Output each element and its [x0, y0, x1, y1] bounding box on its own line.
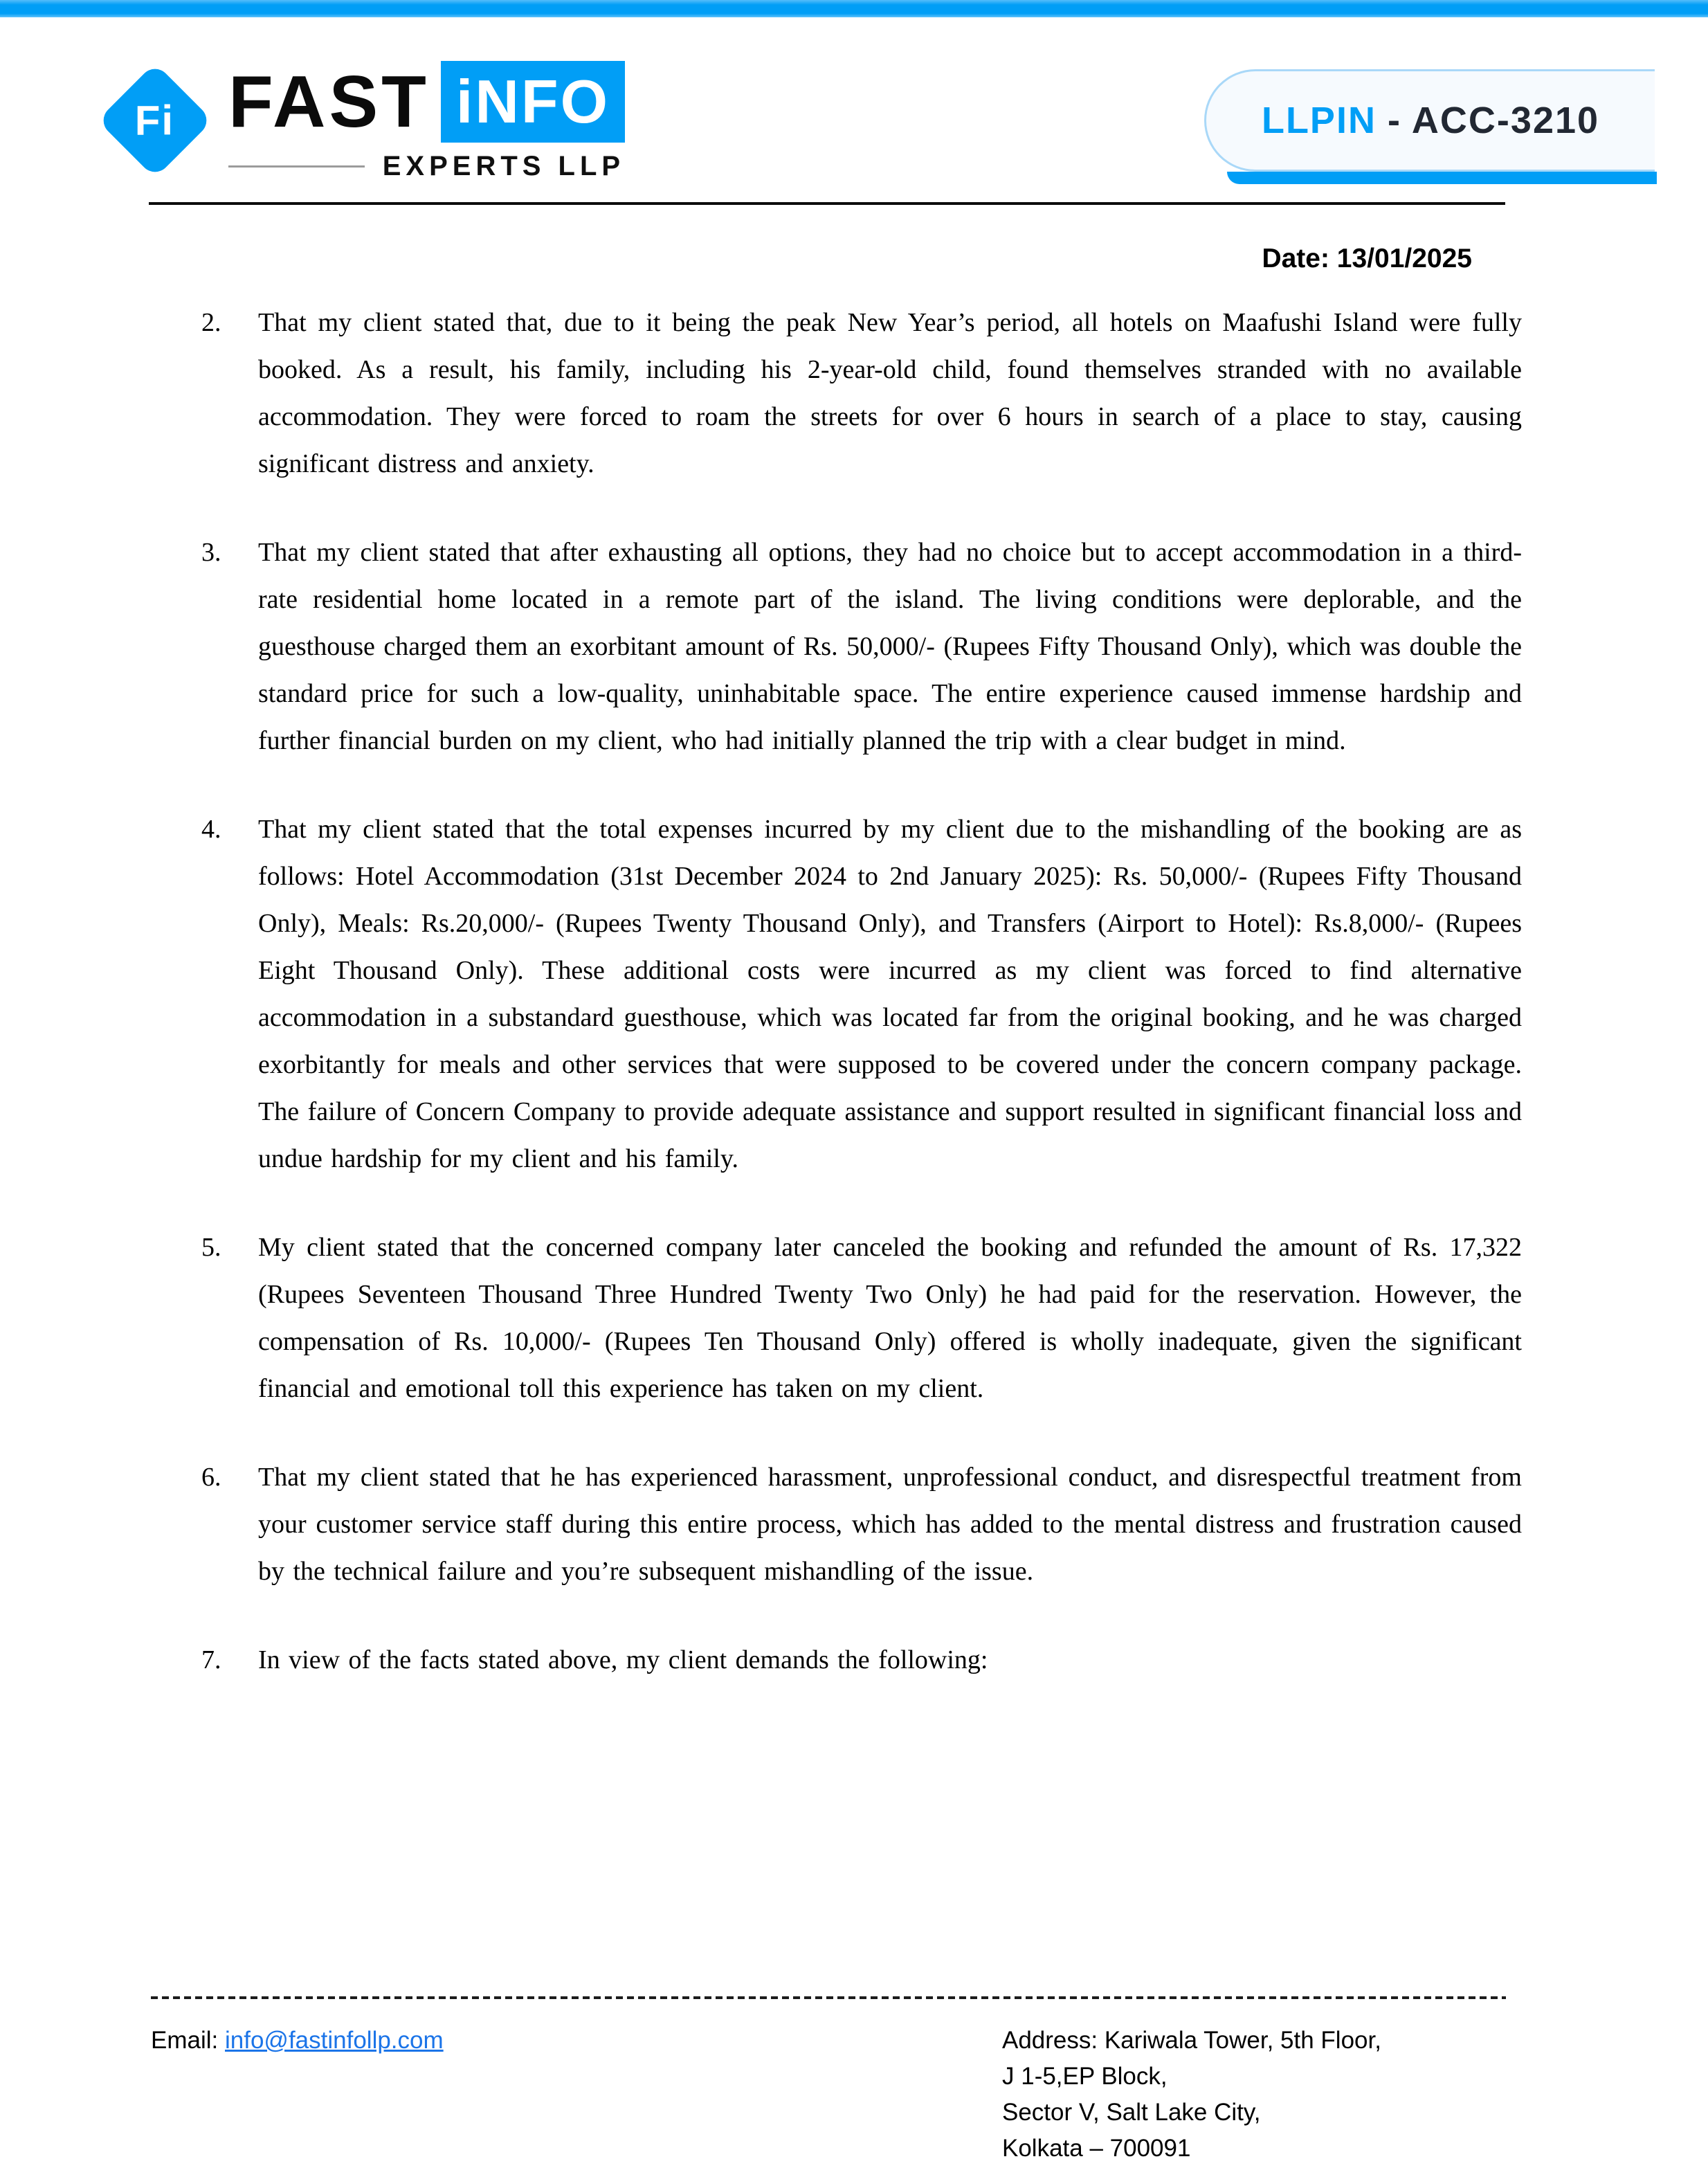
- brand-text-info: iNFO: [455, 67, 610, 136]
- llpin-value: - ACC-3210: [1387, 100, 1600, 141]
- list-number: 7.: [201, 1645, 221, 1674]
- header-rule: [149, 202, 1505, 205]
- llpin-badge: [1204, 69, 1655, 172]
- list-item: [201, 1454, 1522, 1595]
- list-item: [201, 1636, 1522, 1683]
- brand-text-info-box: [441, 61, 625, 143]
- list-text: That my client stated that after exhausting all options, they had no choice but to accept accommodation in a third-rate residential home located in a remote part of the island. The living conditions were deplorable, and the guesthouse charged them an exorbitant amount of Rs. 50,000/- (Rupees Fifty Thousand Only), which was double the standard price for such a low-quality, uninhabitable space. The entire experience caused immense hardship and further financial burden on my client, who had initially planned the trip with a clear budget in mind.: [258, 538, 1522, 755]
- date-line: Date: 13/01/2025: [1262, 244, 1472, 273]
- list-number: 2.: [201, 308, 221, 337]
- list-number: 3.: [201, 538, 221, 567]
- email-link[interactable]: info@fastinfollp.com: [224, 2027, 444, 2054]
- email-label: Email:: [151, 2027, 219, 2054]
- top-accent-bar: [0, 0, 1708, 17]
- list-item: [201, 529, 1522, 764]
- address-line: [1002, 2023, 1381, 2059]
- list-item: [201, 299, 1522, 487]
- notice-body: [201, 299, 1522, 1683]
- address-value: Kariwala Tower, 5th Floor,: [1104, 2027, 1381, 2054]
- logo-diamond-icon: [96, 61, 215, 180]
- brand-text-fast: FAST: [228, 61, 430, 143]
- list-item: [201, 1224, 1522, 1412]
- list-text: That my client stated that the total expenses incurred by my client due to the mishandling of the booking are as follows: Hotel Accommodation (31st December 2024 to 2nd January 2025): Rs. 50,000/- (Rupees Fifty Thousand Only), Meals: Rs.20,000/- (Rupees Twenty Thousand Only), and Transfers (Airport to Hotel): Rs.8,000/- (Rupees Eight Thousand Only). These additional costs were incurred as my client was forced to find alternative accommodation in a substandard guesthouse, which was located far from the original booking, and he was charged exorbitantly for meals and other services that were supposed to be covered under the concern company package. The failure of Concern Company to provide adequate assistance and support resulted in significant financial loss and undue hardship for my client and his family.: [258, 815, 1522, 1173]
- logo-wordmark: [228, 61, 625, 182]
- address-line: J 1-5,EP Block,: [1002, 2063, 1168, 2090]
- list-text: My client stated that the concerned company later canceled the booking and refunded the amount of Rs. 17,322 (Rupees Seventeen Thousand Three Hundred Twenty Two Only) he had paid for the reservation. However, the compensation of Rs. 10,000/- (Rupees Ten Thousand Only) offered is wholly inadequate, given the significant financial and emotional toll this experience has taken on my client.: [258, 1233, 1522, 1403]
- llpin-label: LLPIN: [1261, 100, 1377, 141]
- company-logo: [96, 61, 625, 182]
- logo-divider-line: [228, 165, 365, 168]
- brand-subtitle: EXPERTS LLP: [382, 151, 626, 181]
- list-number: 6.: [201, 1463, 221, 1492]
- list-text: In view of the facts stated above, my client demands the following:: [258, 1645, 988, 1674]
- list-text: That my client stated that he has experienced harassment, unprofessional conduct, and disrespectful treatment from your customer service staff during this entire process, which has added to the mental distress and frustration caused by the technical failure and you’re subsequent mishandling of the issue.: [258, 1463, 1522, 1586]
- list-number: 5.: [201, 1233, 221, 1262]
- email-row: [151, 2023, 444, 2059]
- address-block: [1002, 2023, 1381, 2167]
- address-label: Address:: [1002, 2027, 1098, 2054]
- list-item: [201, 806, 1522, 1182]
- footer-separator: [151, 1996, 1506, 1999]
- address-line: Kolkata – 700091: [1002, 2135, 1191, 2162]
- list-text: That my client stated that, due to it being the peak New Year’s period, all hotels on Maafushi Island were fully booked. As a result, his family, including his 2-year-old child, found themselves stranded with no available accommodation. They were forced to roam the streets for over 6 hours in search of a place to stay, causing significant distress and anxiety.: [258, 308, 1522, 478]
- address-line: Sector V, Salt Lake City,: [1002, 2099, 1261, 2126]
- list-number: 4.: [201, 815, 221, 844]
- logo-monogram: Fi: [135, 97, 175, 144]
